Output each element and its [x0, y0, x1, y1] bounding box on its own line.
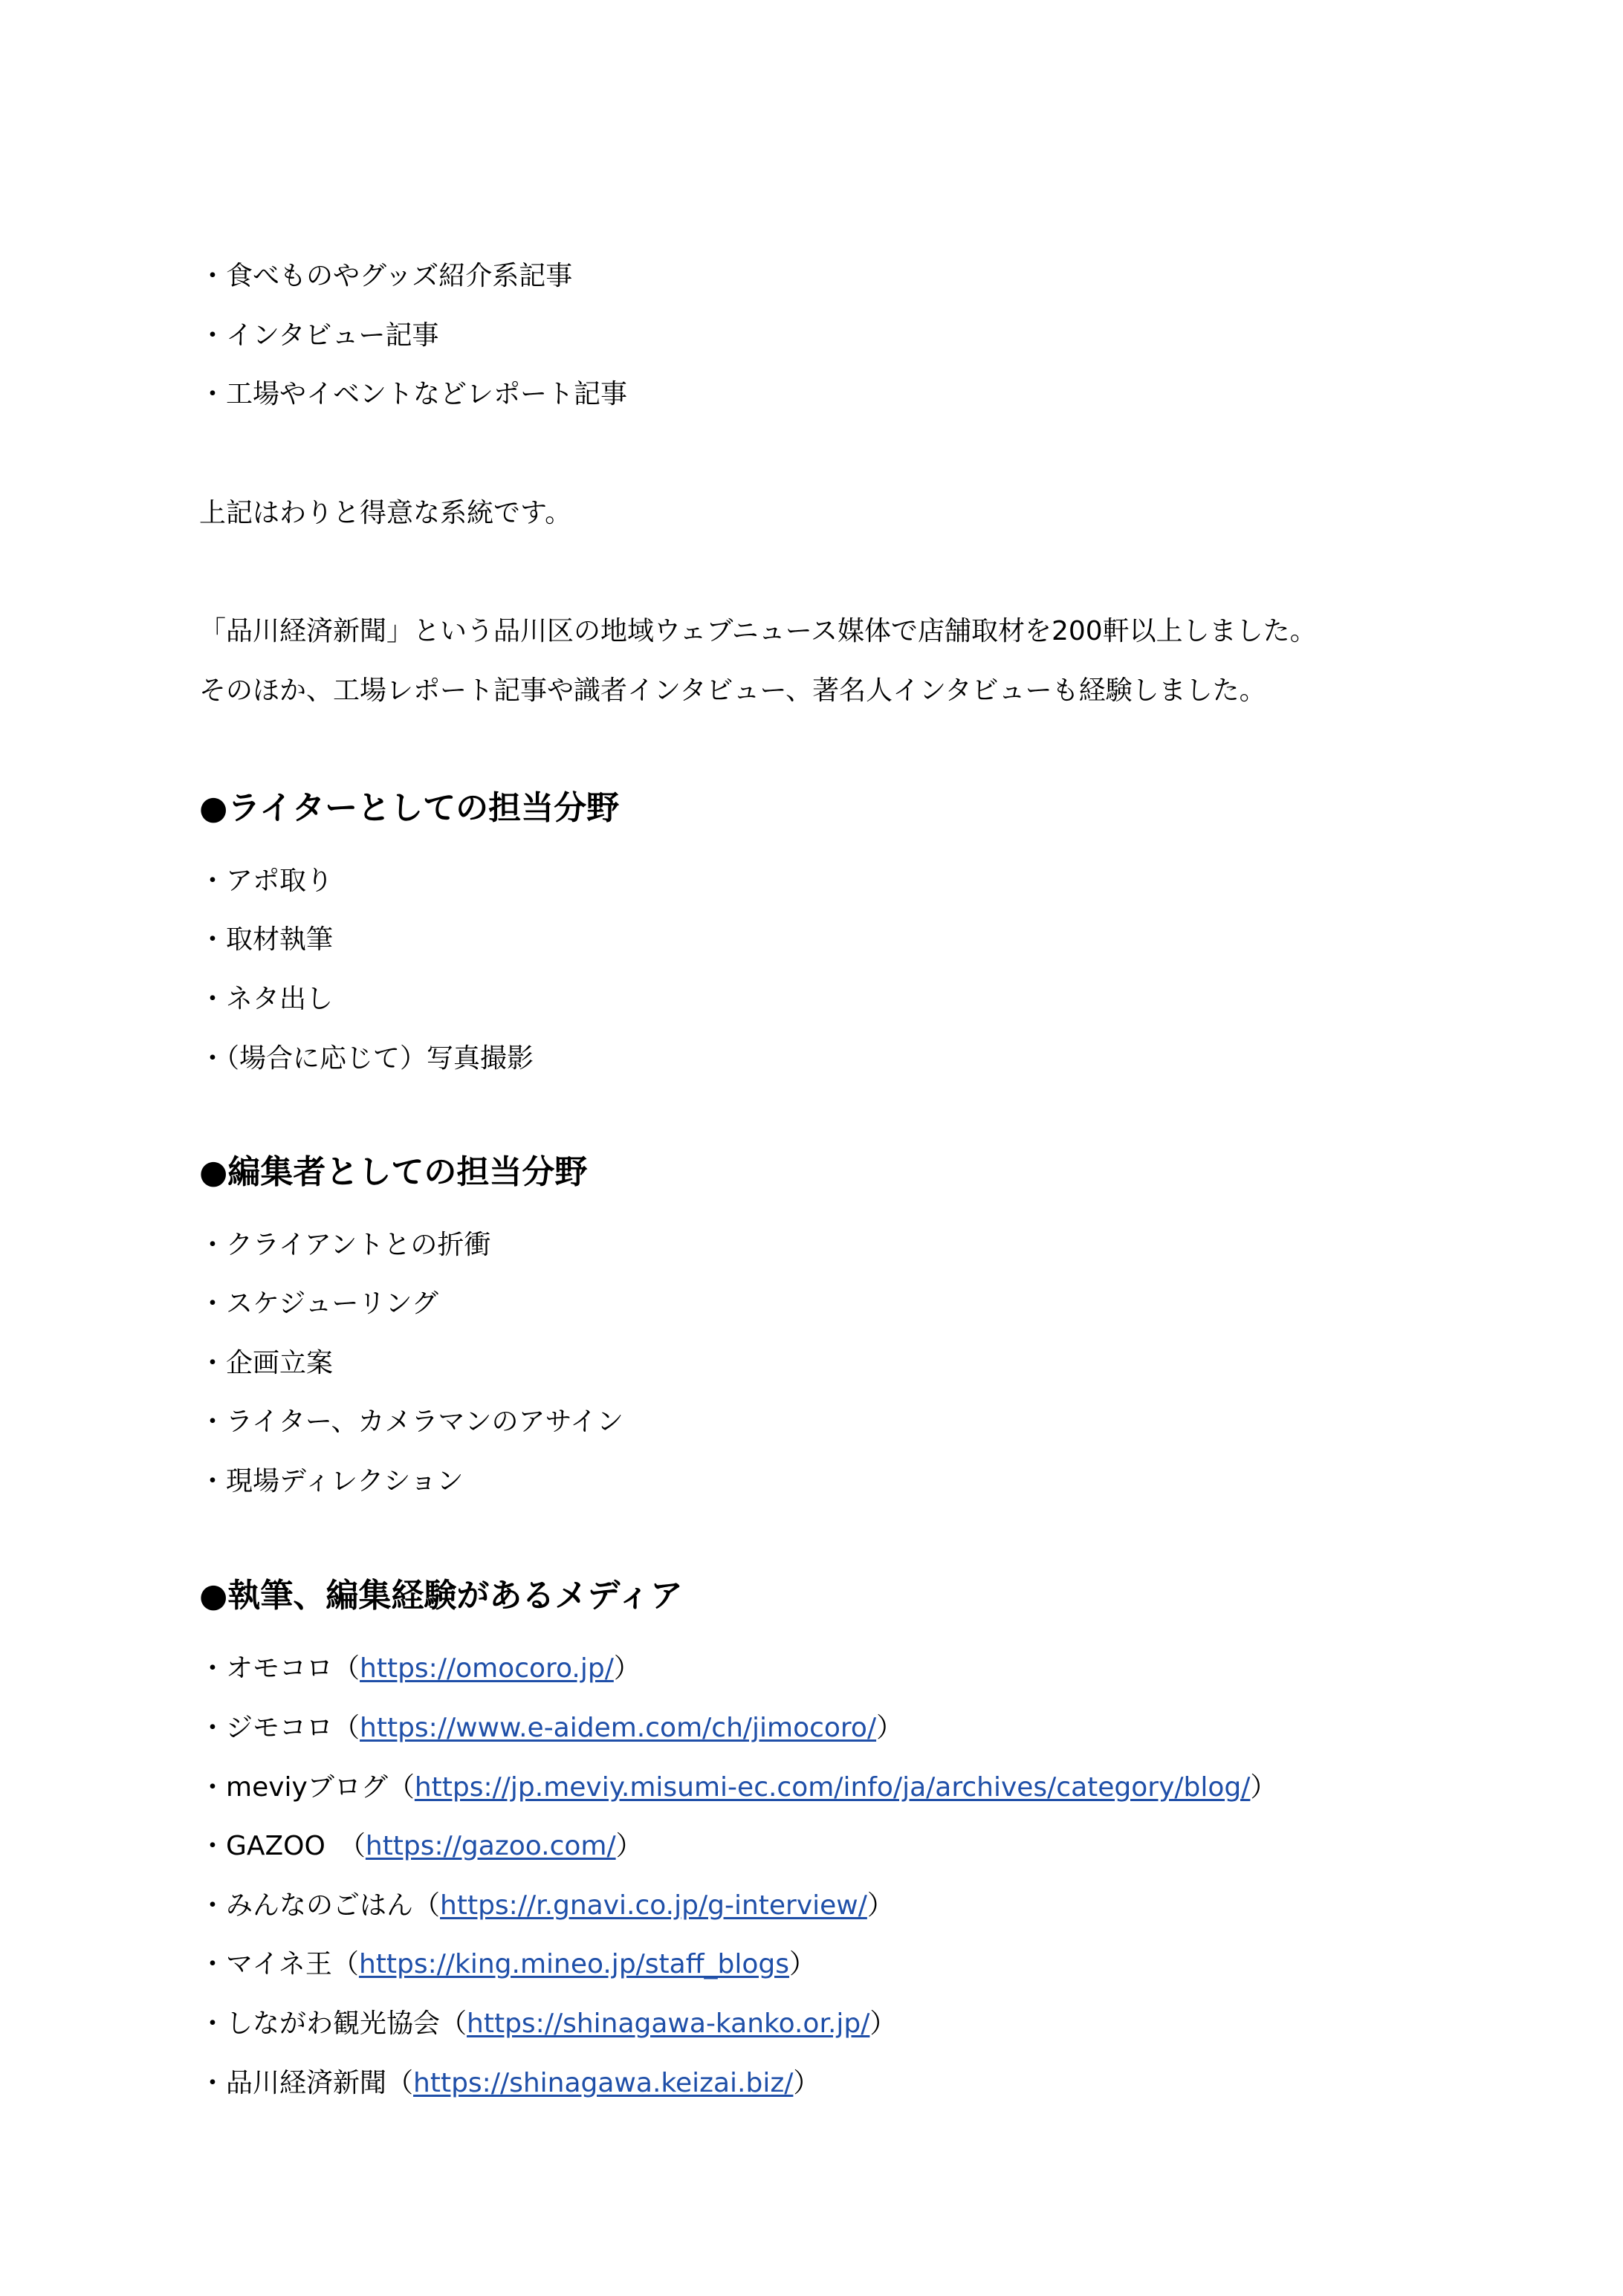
media-link[interactable]: https://shinagawa-kanko.or.jp/: [467, 2008, 870, 2039]
close-paren: ）: [793, 2068, 820, 2098]
media-name: ・meviyブログ: [199, 1772, 388, 1803]
media-name: ・GAZOO: [199, 1831, 325, 1861]
writer-section-heading: ●ライターとしての担当分野: [199, 789, 620, 827]
media-name: ・品川経済新聞: [199, 2068, 387, 2098]
media-link[interactable]: https://king.mineo.jp/staff_blogs: [358, 1949, 790, 1979]
open-paren: （: [331, 1949, 359, 1979]
media-link[interactable]: https://gazoo.com/: [365, 1831, 616, 1861]
open-paren: （: [333, 1653, 360, 1684]
media-name: ・ジモコロ: [199, 1713, 334, 1743]
media-list-item: [199, 1651, 641, 1687]
close-paren: ）: [866, 1890, 894, 1921]
media-link[interactable]: https://www.e-aidem.com/ch/jimocoro/: [360, 1713, 877, 1743]
experience-paragraph-line: 「品川経済新聞」という品川区の地域ウェブニュース媒体で店舗取材を200軒以上しました。: [199, 616, 1317, 646]
media-list-item: [199, 1710, 903, 1746]
close-paren: ）: [876, 1713, 904, 1743]
media-link[interactable]: https://r.gnavi.co.jp/g-interview/: [440, 1890, 867, 1921]
media-name: ・みんなのごはん: [199, 1890, 414, 1921]
open-paren: （: [440, 2008, 467, 2039]
experience-paragraph-line: そのほか、工場レポート記事や識者インタビュー、著名人インタビューも経験しました。: [199, 675, 1266, 706]
media-list-item: [199, 1829, 643, 1864]
open-paren: （: [333, 1713, 360, 1743]
writer-list-item: ・取材執筆: [199, 924, 334, 955]
close-paren: ）: [615, 1831, 643, 1861]
open-paren: （: [386, 2068, 414, 2098]
writer-list-item: ・ネタ出し: [199, 984, 334, 1014]
media-name: ・マイネ王: [199, 1949, 332, 1979]
media-link[interactable]: https://omocoro.jp/: [360, 1653, 614, 1684]
media-name: ・しながわ観光協会: [199, 2008, 441, 2039]
writer-list-item: ・（場合に応じて）写真撮影: [199, 1043, 534, 1074]
media-list-item: [199, 2006, 896, 2042]
open-paren: （: [325, 1831, 366, 1861]
media-name: ・オモコロ: [199, 1653, 334, 1684]
close-paren: ）: [1250, 1772, 1277, 1803]
intro-list-item: ・食べものやグッズ紹介系記事: [199, 261, 573, 291]
close-paren: ）: [789, 1949, 817, 1979]
intro-paragraph: 上記はわりと得意な系統です。: [199, 498, 572, 528]
intro-list-item: ・工場やイベントなどレポート記事: [199, 379, 628, 409]
media-list-item: [199, 2066, 820, 2101]
editor-list-item: ・スケジューリング: [199, 1288, 438, 1319]
media-section-heading: ●執筆、編集経験があるメディア: [199, 1577, 683, 1615]
editor-list-item: ・企画立案: [199, 1348, 334, 1378]
close-paren: ）: [613, 1653, 641, 1684]
media-list-item: [199, 1888, 894, 1924]
media-link[interactable]: https://shinagawa.keizai.biz/: [413, 2068, 794, 2098]
editor-list-item: ・ライター、カメラマンのアサイン: [199, 1407, 623, 1437]
media-list-item: [199, 1947, 816, 1982]
close-paren: ）: [869, 2008, 897, 2039]
editor-list-item: ・現場ディレクション: [199, 1466, 464, 1496]
open-paren: （: [387, 1772, 415, 1803]
open-paren: （: [413, 1890, 441, 1921]
editor-section-heading: ●編集者としての担当分野: [199, 1153, 588, 1191]
media-link[interactable]: https://jp.meviy.misumi-ec.com/info/ja/archives/category/blog/: [414, 1772, 1251, 1803]
writer-list-item: ・アポ取り: [199, 866, 334, 896]
media-list-item: [199, 1770, 1277, 1806]
editor-list-item: ・クライアントとの折衝: [199, 1230, 491, 1260]
intro-list-item: ・インタビュー記事: [199, 320, 439, 351]
